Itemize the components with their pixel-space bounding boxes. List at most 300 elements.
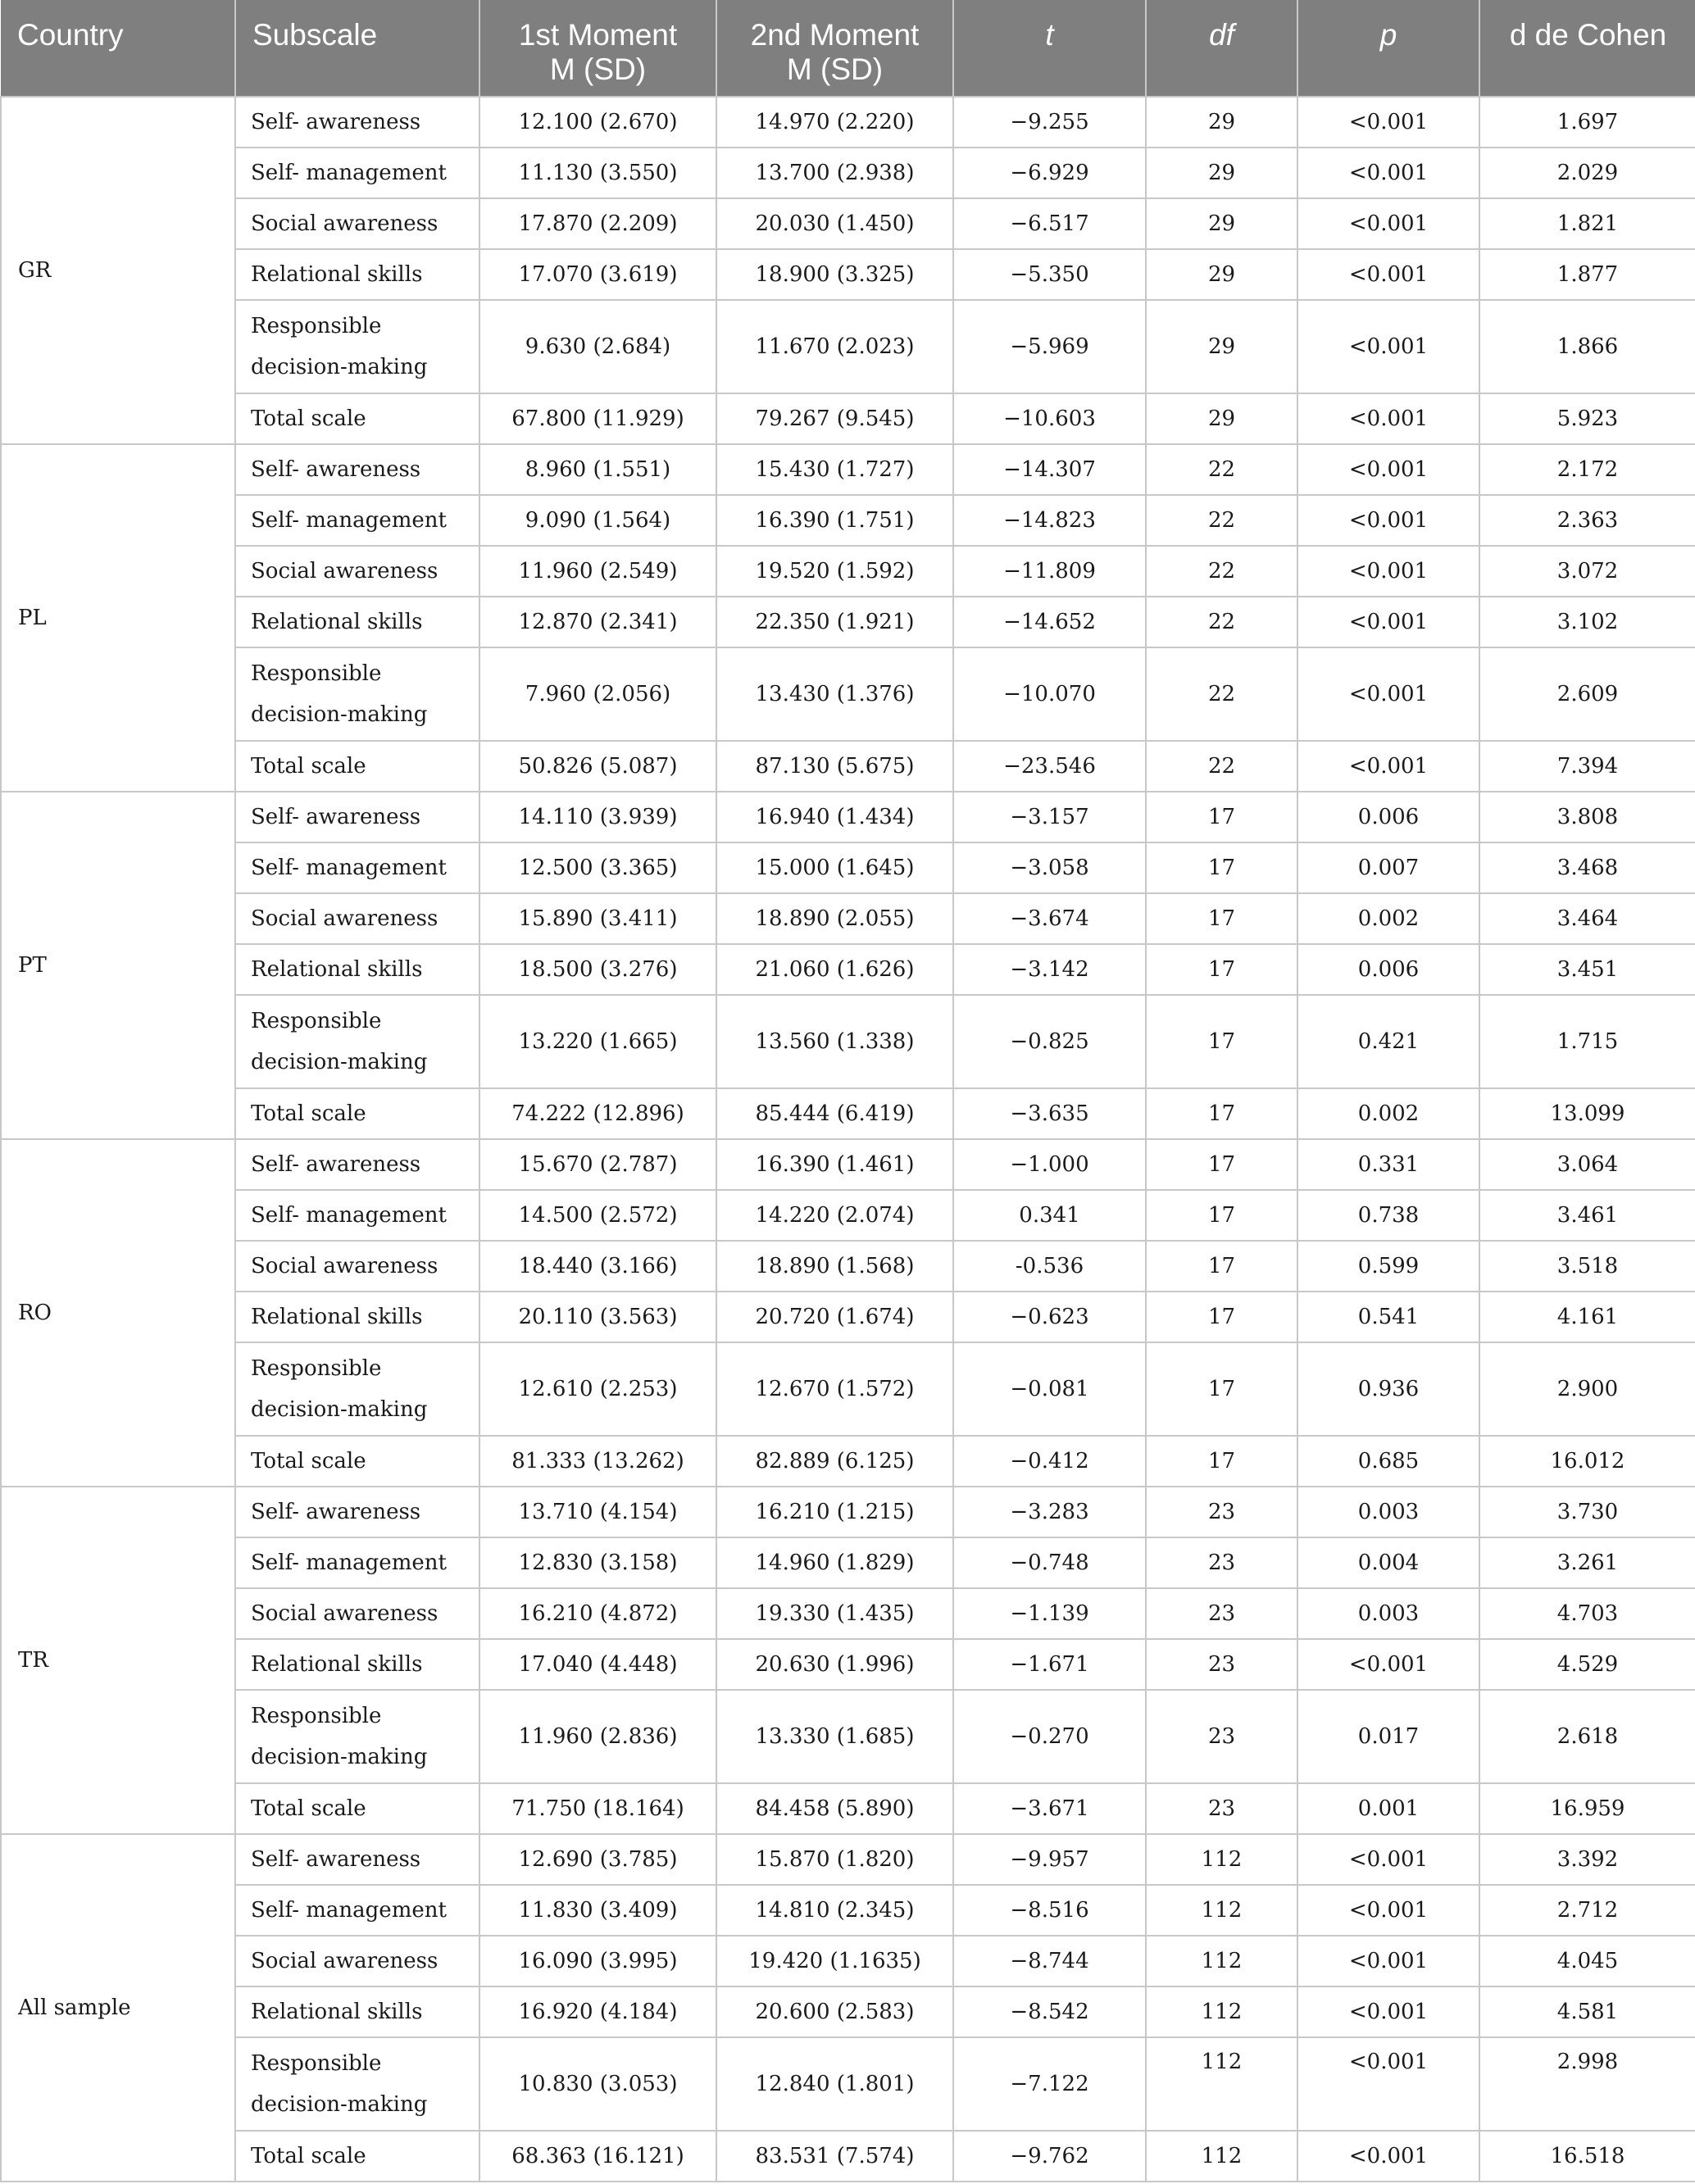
cohen-d-cell: 3.451: [1479, 944, 1695, 995]
subscale-cell: Total scale: [235, 393, 479, 444]
p-cell: <0.001: [1297, 2037, 1479, 2131]
table-row: [1, 1936, 1695, 1986]
p-cell: <0.001: [1297, 546, 1479, 597]
t-cell: −3.157: [953, 792, 1146, 842]
cohen-d-cell: 3.518: [1479, 1241, 1695, 1292]
table-row: [1, 995, 1695, 1088]
t-cell: −6.517: [953, 198, 1146, 249]
t-cell: −1.139: [953, 1588, 1146, 1639]
moment2-cell: 18.890 (1.568): [716, 1241, 953, 1292]
country-cell: RO: [1, 1139, 235, 1487]
p-cell: <0.001: [1297, 1834, 1479, 1885]
moment2-cell: 14.810 (2.345): [716, 1885, 953, 1936]
subscale-cell: Total scale: [235, 2131, 479, 2182]
subscale-cell: Social awareness: [235, 546, 479, 597]
t-cell: −23.546: [953, 741, 1146, 792]
cohen-d-cell: 2.900: [1479, 1342, 1695, 1436]
moment1-cell: 68.363 (16.121): [479, 2131, 716, 2182]
subscale-cell: Responsible decision-making: [235, 995, 479, 1088]
moment2-cell: 15.870 (1.820): [716, 1834, 953, 1885]
p-cell: <0.001: [1297, 444, 1479, 495]
cohen-d-cell: 16.012: [1479, 1436, 1695, 1487]
df-cell: 23: [1146, 1487, 1297, 1537]
subscale-cell: Total scale: [235, 1436, 479, 1487]
df-cell: 29: [1146, 393, 1297, 444]
header-moment2-line2: M (SD): [786, 52, 884, 86]
moment1-cell: 18.440 (3.166): [479, 1241, 716, 1292]
p-cell: 0.541: [1297, 1292, 1479, 1342]
df-cell: 112: [1146, 1834, 1297, 1885]
moment1-cell: 11.130 (3.550): [479, 148, 716, 198]
moment2-cell: 83.531 (7.574): [716, 2131, 953, 2182]
cohen-d-cell: 3.464: [1479, 893, 1695, 944]
t-cell: −11.809: [953, 546, 1146, 597]
table-row: [1, 1436, 1695, 1487]
moment1-cell: 8.960 (1.551): [479, 444, 716, 495]
table-row: [1, 1487, 1695, 1537]
cohen-d-cell: 3.072: [1479, 546, 1695, 597]
t-cell: 0.341: [953, 1190, 1146, 1241]
cohen-d-cell: 3.461: [1479, 1190, 1695, 1241]
p-cell: 0.936: [1297, 1342, 1479, 1436]
table-row: [1, 741, 1695, 792]
subscale-cell: Total scale: [235, 741, 479, 792]
t-cell: −3.674: [953, 893, 1146, 944]
moment1-cell: 15.670 (2.787): [479, 1139, 716, 1190]
p-cell: <0.001: [1297, 198, 1479, 249]
t-cell: -0.536: [953, 1241, 1146, 1292]
subscale-cell: Social awareness: [235, 198, 479, 249]
subscale-cell: Responsible decision-making: [235, 1690, 479, 1783]
table-row: [1, 1986, 1695, 2037]
moment2-cell: 19.520 (1.592): [716, 546, 953, 597]
country-cell: PT: [1, 792, 235, 1139]
cohen-d-cell: 1.821: [1479, 198, 1695, 249]
cohen-d-cell: 13.099: [1479, 1088, 1695, 1139]
p-cell: 0.006: [1297, 792, 1479, 842]
moment2-cell: 20.030 (1.450): [716, 198, 953, 249]
subscale-cell: Self- awareness: [235, 1487, 479, 1537]
df-cell: 17: [1146, 1436, 1297, 1487]
cohen-d-cell: 2.998: [1479, 2037, 1695, 2131]
header-moment2-line1: 2nd Moment: [750, 18, 920, 52]
df-cell: 17: [1146, 1241, 1297, 1292]
moment1-cell: 16.920 (4.184): [479, 1986, 716, 2037]
moment2-cell: 13.430 (1.376): [716, 647, 953, 741]
cohen-d-cell: 1.697: [1479, 97, 1695, 148]
cohen-d-cell: 3.468: [1479, 842, 1695, 893]
table-row: [1, 97, 1695, 148]
subscale-cell: Relational skills: [235, 249, 479, 300]
p-cell: <0.001: [1297, 597, 1479, 647]
cohen-d-cell: 4.581: [1479, 1986, 1695, 2037]
moment2-cell: 20.630 (1.996): [716, 1639, 953, 1690]
table-row: [1, 1885, 1695, 1936]
moment1-cell: 9.630 (2.684): [479, 300, 716, 393]
moment2-cell: 19.330 (1.435): [716, 1588, 953, 1639]
table-row: [1, 198, 1695, 249]
cohen-d-cell: 1.715: [1479, 995, 1695, 1088]
t-cell: −3.283: [953, 1487, 1146, 1537]
t-cell: −6.929: [953, 148, 1146, 198]
subscale-cell: Self- awareness: [235, 97, 479, 148]
p-cell: <0.001: [1297, 495, 1479, 546]
p-cell: <0.001: [1297, 97, 1479, 148]
moment2-cell: 82.889 (6.125): [716, 1436, 953, 1487]
df-cell: 29: [1146, 249, 1297, 300]
cohen-d-cell: 2.618: [1479, 1690, 1695, 1783]
df-cell: 22: [1146, 647, 1297, 741]
subscale-cell: Relational skills: [235, 1986, 479, 2037]
cohen-d-cell: 3.730: [1479, 1487, 1695, 1537]
t-cell: −0.412: [953, 1436, 1146, 1487]
header-moment2: [716, 0, 953, 97]
moment2-cell: 85.444 (6.419): [716, 1088, 953, 1139]
table-row: [1, 2131, 1695, 2182]
header-cohen-d: d de Cohen: [1479, 0, 1695, 97]
p-cell: 0.001: [1297, 1783, 1479, 1834]
table-row: [1, 647, 1695, 741]
moment2-cell: 13.700 (2.938): [716, 148, 953, 198]
t-cell: −14.307: [953, 444, 1146, 495]
moment2-cell: 79.267 (9.545): [716, 393, 953, 444]
subscale-cell: Responsible decision-making: [235, 2037, 479, 2131]
t-cell: −3.142: [953, 944, 1146, 995]
subscale-cell: Self- awareness: [235, 444, 479, 495]
p-cell: 0.017: [1297, 1690, 1479, 1783]
table-row: [1, 2037, 1695, 2131]
table-row: [1, 148, 1695, 198]
moment2-cell: 84.458 (5.890): [716, 1783, 953, 1834]
df-cell: 17: [1146, 1139, 1297, 1190]
moment1-cell: 12.500 (3.365): [479, 842, 716, 893]
p-cell: <0.001: [1297, 1885, 1479, 1936]
df-cell: 17: [1146, 893, 1297, 944]
df-cell: 23: [1146, 1783, 1297, 1834]
table-row: [1, 1588, 1695, 1639]
moment1-cell: 14.110 (3.939): [479, 792, 716, 842]
p-cell: <0.001: [1297, 1986, 1479, 2037]
moment2-cell: 16.390 (1.751): [716, 495, 953, 546]
cohen-d-cell: 4.161: [1479, 1292, 1695, 1342]
country-cell: All sample: [1, 1834, 235, 2182]
df-cell: 112: [1146, 1986, 1297, 2037]
moment1-cell: 16.090 (3.995): [479, 1936, 716, 1986]
df-cell: 22: [1146, 444, 1297, 495]
moment1-cell: 71.750 (18.164): [479, 1783, 716, 1834]
p-cell: <0.001: [1297, 647, 1479, 741]
df-cell: 112: [1146, 2037, 1297, 2131]
moment2-cell: 18.900 (3.325): [716, 249, 953, 300]
moment1-cell: 15.890 (3.411): [479, 893, 716, 944]
moment2-cell: 13.560 (1.338): [716, 995, 953, 1088]
subscale-cell: Social awareness: [235, 1241, 479, 1292]
subscale-cell: Relational skills: [235, 944, 479, 995]
df-cell: 22: [1146, 741, 1297, 792]
moment1-cell: 11.830 (3.409): [479, 1885, 716, 1936]
moment2-cell: 20.600 (2.583): [716, 1986, 953, 2037]
moment2-cell: 14.220 (2.074): [716, 1190, 953, 1241]
p-cell: 0.002: [1297, 1088, 1479, 1139]
table-row: [1, 597, 1695, 647]
df-cell: 29: [1146, 97, 1297, 148]
moment2-cell: 12.840 (1.801): [716, 2037, 953, 2131]
p-cell: <0.001: [1297, 148, 1479, 198]
moment1-cell: 81.333 (13.262): [479, 1436, 716, 1487]
subscale-cell: Self- awareness: [235, 792, 479, 842]
df-cell: 23: [1146, 1588, 1297, 1639]
p-cell: <0.001: [1297, 1639, 1479, 1690]
t-cell: −1.671: [953, 1639, 1146, 1690]
t-cell: −5.969: [953, 300, 1146, 393]
df-cell: 29: [1146, 148, 1297, 198]
p-cell: 0.002: [1297, 893, 1479, 944]
cohen-d-cell: 7.394: [1479, 741, 1695, 792]
cohen-d-cell: 16.518: [1479, 2131, 1695, 2182]
table-row: [1, 1139, 1695, 1190]
subscale-cell: Social awareness: [235, 1936, 479, 1986]
moment1-cell: 9.090 (1.564): [479, 495, 716, 546]
moment1-cell: 67.800 (11.929): [479, 393, 716, 444]
moment1-cell: 74.222 (12.896): [479, 1088, 716, 1139]
table-row: [1, 1292, 1695, 1342]
t-cell: −8.516: [953, 1885, 1146, 1936]
cohen-d-cell: 4.529: [1479, 1639, 1695, 1690]
subscale-cell: Self- awareness: [235, 1139, 479, 1190]
table-row: [1, 1342, 1695, 1436]
table-row: [1, 495, 1695, 546]
cohen-d-cell: 2.363: [1479, 495, 1695, 546]
subscale-cell: Self- management: [235, 842, 479, 893]
subscale-cell: Total scale: [235, 1783, 479, 1834]
df-cell: 112: [1146, 1885, 1297, 1936]
table-row: [1, 1690, 1695, 1783]
t-cell: −8.744: [953, 1936, 1146, 1986]
moment1-cell: 17.040 (4.448): [479, 1639, 716, 1690]
country-cell: TR: [1, 1487, 235, 1834]
df-cell: 17: [1146, 944, 1297, 995]
t-cell: −3.671: [953, 1783, 1146, 1834]
moment1-cell: 12.830 (3.158): [479, 1537, 716, 1588]
subscale-cell: Self- management: [235, 1190, 479, 1241]
p-cell: <0.001: [1297, 300, 1479, 393]
df-cell: 29: [1146, 300, 1297, 393]
moment1-cell: 12.100 (2.670): [479, 97, 716, 148]
t-cell: −10.070: [953, 647, 1146, 741]
moment1-cell: 11.960 (2.549): [479, 546, 716, 597]
table-row: [1, 1639, 1695, 1690]
country-cell: PL: [1, 444, 235, 792]
moment1-cell: 12.690 (3.785): [479, 1834, 716, 1885]
t-cell: −14.652: [953, 597, 1146, 647]
moment2-cell: 14.970 (2.220): [716, 97, 953, 148]
moment2-cell: 16.210 (1.215): [716, 1487, 953, 1537]
t-cell: −3.635: [953, 1088, 1146, 1139]
moment2-cell: 12.670 (1.572): [716, 1342, 953, 1436]
t-cell: −0.825: [953, 995, 1146, 1088]
moment2-cell: 20.720 (1.674): [716, 1292, 953, 1342]
header-moment1-line2: M (SD): [549, 52, 647, 86]
t-cell: −10.603: [953, 393, 1146, 444]
df-cell: 112: [1146, 2131, 1297, 2182]
df-cell: 17: [1146, 1088, 1297, 1139]
header-t: t: [953, 0, 1146, 97]
cohen-d-cell: 3.261: [1479, 1537, 1695, 1588]
subscale-cell: Responsible decision-making: [235, 647, 479, 741]
t-cell: −8.542: [953, 1986, 1146, 2037]
moment1-cell: 10.830 (3.053): [479, 2037, 716, 2131]
t-cell: −0.748: [953, 1537, 1146, 1588]
df-cell: 112: [1146, 1936, 1297, 1986]
cohen-d-cell: 2.172: [1479, 444, 1695, 495]
p-cell: <0.001: [1297, 2131, 1479, 2182]
subscale-cell: Responsible decision-making: [235, 1342, 479, 1436]
t-cell: −9.255: [953, 97, 1146, 148]
t-cell: −0.081: [953, 1342, 1146, 1436]
df-cell: 23: [1146, 1537, 1297, 1588]
t-cell: −0.623: [953, 1292, 1146, 1342]
moment1-cell: 7.960 (2.056): [479, 647, 716, 741]
subscale-cell: Self- management: [235, 1885, 479, 1936]
p-cell: 0.599: [1297, 1241, 1479, 1292]
table-row: [1, 1537, 1695, 1588]
cohen-d-cell: 2.029: [1479, 148, 1695, 198]
df-cell: 23: [1146, 1690, 1297, 1783]
p-cell: 0.003: [1297, 1588, 1479, 1639]
p-cell: <0.001: [1297, 1936, 1479, 1986]
moment2-cell: 21.060 (1.626): [716, 944, 953, 995]
subscale-cell: Social awareness: [235, 1588, 479, 1639]
country-cell: GR: [1, 97, 235, 444]
table-row: [1, 546, 1695, 597]
df-cell: 23: [1146, 1639, 1297, 1690]
cohen-d-cell: 2.712: [1479, 1885, 1695, 1936]
p-cell: 0.007: [1297, 842, 1479, 893]
moment2-cell: 18.890 (2.055): [716, 893, 953, 944]
subscale-cell: Relational skills: [235, 1292, 479, 1342]
p-cell: 0.331: [1297, 1139, 1479, 1190]
header-p: p: [1297, 0, 1479, 97]
subscale-cell: Relational skills: [235, 1639, 479, 1690]
cohen-d-cell: 4.045: [1479, 1936, 1695, 1986]
t-cell: −14.823: [953, 495, 1146, 546]
df-cell: 22: [1146, 597, 1297, 647]
p-cell: 0.685: [1297, 1436, 1479, 1487]
subscale-cell: Self- management: [235, 148, 479, 198]
cohen-d-cell: 3.102: [1479, 597, 1695, 647]
moment1-cell: 17.070 (3.619): [479, 249, 716, 300]
df-cell: 17: [1146, 842, 1297, 893]
table-header: [1, 0, 1695, 97]
subscale-cell: Self- management: [235, 1537, 479, 1588]
table-row: [1, 1241, 1695, 1292]
moment2-cell: 13.330 (1.685): [716, 1690, 953, 1783]
moment1-cell: 50.826 (5.087): [479, 741, 716, 792]
moment2-cell: 19.420 (1.1635): [716, 1936, 953, 1986]
p-cell: 0.421: [1297, 995, 1479, 1088]
subscale-cell: Self- awareness: [235, 1834, 479, 1885]
p-cell: 0.003: [1297, 1487, 1479, 1537]
cohen-d-cell: 16.959: [1479, 1783, 1695, 1834]
header-moment1-line1: 1st Moment: [518, 18, 678, 52]
t-cell: −0.270: [953, 1690, 1146, 1783]
table-row: [1, 249, 1695, 300]
p-cell: 0.738: [1297, 1190, 1479, 1241]
t-cell: −9.762: [953, 2131, 1146, 2182]
moment1-cell: 16.210 (4.872): [479, 1588, 716, 1639]
moment1-cell: 11.960 (2.836): [479, 1690, 716, 1783]
p-cell: 0.006: [1297, 944, 1479, 995]
df-cell: 17: [1146, 1292, 1297, 1342]
p-cell: <0.001: [1297, 393, 1479, 444]
moment1-cell: 12.610 (2.253): [479, 1342, 716, 1436]
moment2-cell: 11.670 (2.023): [716, 300, 953, 393]
table-row: [1, 300, 1695, 393]
t-cell: −3.058: [953, 842, 1146, 893]
t-cell: −7.122: [953, 2037, 1146, 2131]
table-row: [1, 1088, 1695, 1139]
df-cell: 17: [1146, 792, 1297, 842]
cohen-d-cell: 3.808: [1479, 792, 1695, 842]
subscale-cell: Self- management: [235, 495, 479, 546]
moment2-cell: 87.130 (5.675): [716, 741, 953, 792]
subscale-cell: Total scale: [235, 1088, 479, 1139]
p-cell: 0.004: [1297, 1537, 1479, 1588]
cohen-d-cell: 3.392: [1479, 1834, 1695, 1885]
moment1-cell: 13.220 (1.665): [479, 995, 716, 1088]
header-df: df: [1146, 0, 1297, 97]
p-cell: <0.001: [1297, 249, 1479, 300]
moment2-cell: 16.390 (1.461): [716, 1139, 953, 1190]
df-cell: 17: [1146, 1190, 1297, 1241]
table-row: [1, 944, 1695, 995]
moment2-cell: 16.940 (1.434): [716, 792, 953, 842]
df-cell: 22: [1146, 546, 1297, 597]
moment2-cell: 15.430 (1.727): [716, 444, 953, 495]
df-cell: 22: [1146, 495, 1297, 546]
p-cell: <0.001: [1297, 741, 1479, 792]
header-subscale: Subscale: [235, 0, 479, 97]
table-row: [1, 444, 1695, 495]
t-cell: −5.350: [953, 249, 1146, 300]
moment1-cell: 14.500 (2.572): [479, 1190, 716, 1241]
table-row: [1, 393, 1695, 444]
table-row: [1, 1783, 1695, 1834]
moment1-cell: 12.870 (2.341): [479, 597, 716, 647]
table-row: [1, 1834, 1695, 1885]
header-country: Country: [1, 0, 235, 97]
moment2-cell: 15.000 (1.645): [716, 842, 953, 893]
t-cell: −1.000: [953, 1139, 1146, 1190]
table-row: [1, 893, 1695, 944]
table-row: [1, 842, 1695, 893]
cohen-d-cell: 1.877: [1479, 249, 1695, 300]
header-moment1: [479, 0, 716, 97]
moment2-cell: 22.350 (1.921): [716, 597, 953, 647]
cohen-d-cell: 3.064: [1479, 1139, 1695, 1190]
moment2-cell: 14.960 (1.829): [716, 1537, 953, 1588]
df-cell: 29: [1146, 198, 1297, 249]
moment1-cell: 17.870 (2.209): [479, 198, 716, 249]
subscale-cell: Relational skills: [235, 597, 479, 647]
cohen-d-cell: 5.923: [1479, 393, 1695, 444]
table-row: [1, 1190, 1695, 1241]
table-body: [1, 97, 1695, 2182]
table-row: [1, 792, 1695, 842]
cohen-d-cell: 4.703: [1479, 1588, 1695, 1639]
moment1-cell: 20.110 (3.563): [479, 1292, 716, 1342]
cohen-d-cell: 2.609: [1479, 647, 1695, 741]
